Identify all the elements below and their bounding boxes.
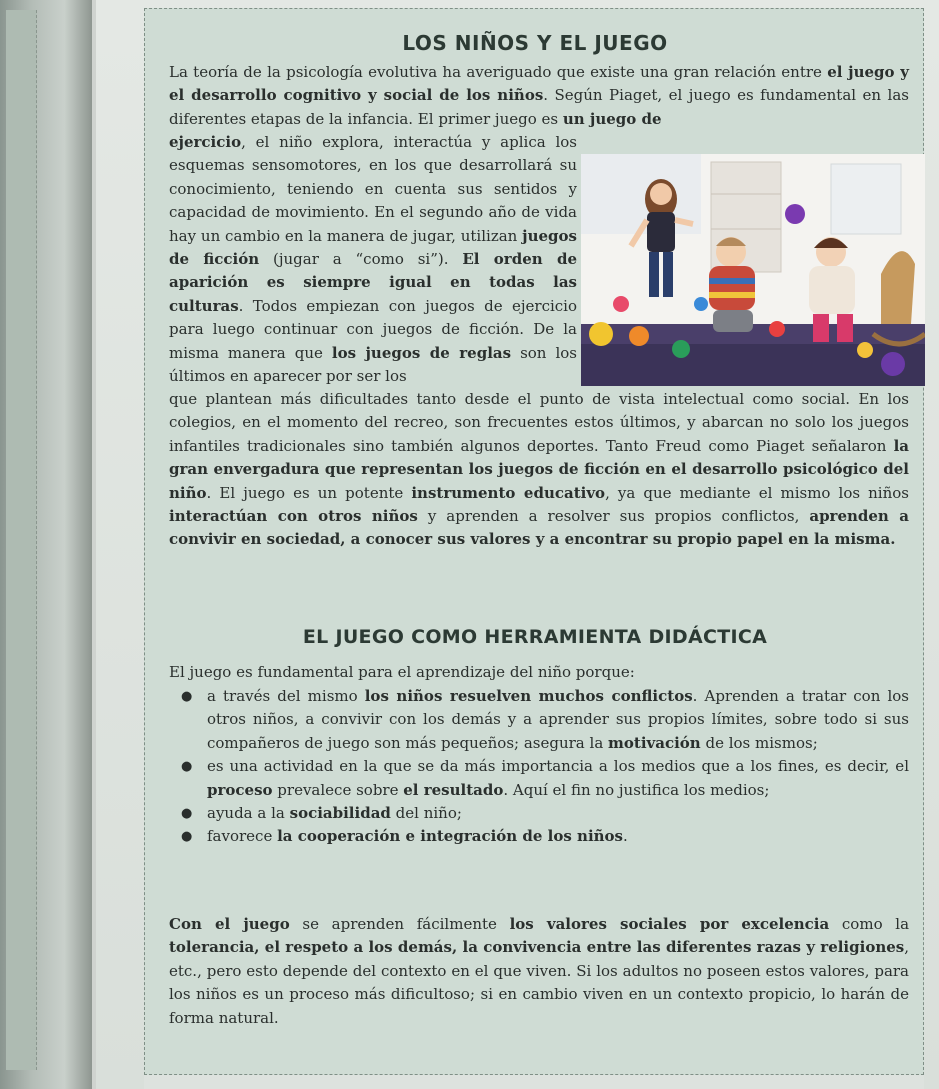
text-run: La teoría de la psicología evolutiva ha averiguado que existe una gran relación entre [169,63,828,81]
bold-run: juegos de ficción [169,226,577,269]
intro-paragraph [169,61,909,131]
page-title: LOS NIÑOS Y EL JUEGO [402,31,668,55]
bold-run: Con el juego [169,915,290,933]
text-run: son los últimos en aparecer por ser los [169,343,577,386]
text-run: prevalece sobre [272,780,404,799]
left-page-edge [0,0,92,1089]
text-run: , ya que mediante el mismo los niños [605,483,909,502]
bold-run: proceso [207,780,273,799]
bold-run: aprenden a convivir en sociedad, a conocer sus valores y a encontrar su propio papel en la misma. [169,507,909,549]
bold-run: el juego y el desarrollo cognitivo y social de los niños [169,63,909,105]
text-run: . [623,827,628,846]
text-run: . Todos empiezan con juegos de ejercicio para luego continuar con juegos de ficción. De la misma manera que [169,296,577,362]
bold-run: la gran envergadura que representan los juegos de ficción en el desarrollo psicológico del niño [169,436,909,502]
section-heading: EL JUEGO COMO HERRAMIENTA DIDÁCTICA [302,626,768,648]
text-run: se aprenden fácilmente [289,915,510,933]
text-run: como la [829,915,910,933]
bullet-item [169,755,909,802]
content-box [144,8,924,1075]
bullet-dot: ● [181,806,193,822]
text-run: del niño; [390,804,462,823]
text-run: . Según Piaget, el juego es fundamental en las diferentes etapas de la infancia. El primer juego es [169,86,909,128]
children-playing-photo [581,154,925,386]
bold-run: motivación [608,733,701,752]
bold-run: ejercicio [169,133,242,151]
bullet-dot: ● [181,689,193,704]
bold-run: la cooperación e integración de los niños [277,827,623,846]
bullet-dot: ● [181,829,193,845]
bold-run: un juego de [562,109,662,128]
text-run: ayuda a la [207,804,290,823]
bullet-dot: ● [181,759,193,775]
bullet-text [207,687,909,752]
page-bottom-margin [144,1075,924,1089]
bold-run: los valores sociales por excelencia [509,915,830,933]
book-page [96,0,939,1089]
bullet-text [207,757,909,798]
text-run: . Aquí el fin no justifica los medios; [503,780,770,799]
column-paragraph [169,131,577,388]
bullet-item [169,825,909,848]
bullet-list [169,685,909,849]
bold-run: los niños resuelven muchos conflictos [364,687,693,705]
bold-run: sociabilidad [289,804,391,823]
bullet-item [169,685,909,755]
text-run: es una actividad en la que se da más importancia a los medios que a los fines, es decir, el [207,757,909,776]
bold-run: El orden de aparición es siempre igual en todas las culturas [169,250,577,315]
main-paragraph [169,388,909,552]
closing-paragraph [169,913,909,1030]
text-run: (jugar a “como si”). [259,250,463,269]
left-page-strip [6,10,37,1070]
text-run: , el niño explora, interactúa y aplica los esquemas sensomotores, en los que desarrollará su conocimiento, teniendo en cuenta sus sentidos y capacidad de movimiento. En el segundo año de vida hay un cambio en la manera de jugar, utilizan [169,133,577,245]
text-run: favorece [207,827,278,846]
text-run: . Aprenden a tratar con los otros niños, a convivir con los demás y a aprender sus propios límites, sobre todo si sus compañeros de juego son más pequeños; asegura la [207,687,909,752]
bullet-text [207,827,628,845]
text-run: de los mismos; [700,733,818,752]
text-run: . El juego es un potente [206,483,412,502]
lead-sentence: El juego es fundamental para el aprendizaje del niño porque: [169,663,635,681]
bold-run: interactúan con otros niños [169,507,418,526]
text-run: a través del mismo [207,687,365,705]
bold-run: instrumento educativo [411,483,606,502]
text-run: , etc., pero esto depende del contexto en el que viven. Si los adultos no poseen estos valores, para los niños es un proceso más dificultoso; si en cambio viven en un contexto propicio, lo harán de forma natural. [169,938,909,1027]
bullet-text [207,804,462,822]
text-run: que plantean más dificultades tanto desde el punto de vista intelectual como social. En los colegios, en el momento del recreo, son frecuentes estos últimos, y abarcan no solo los juegos infantiles tradicionales sino también algunos deportes. Tanto Freud como Piaget señalaron [169,390,909,455]
text-run: y aprenden a resolver sus propios conflictos, [417,507,810,526]
bold-run: los juegos de reglas [331,343,512,362]
bold-run: tolerancia, el respeto a los demás, la convivencia entre las diferentes razas y religiones [169,938,905,957]
bold-run: el resultado [403,780,504,799]
bullet-item [169,802,909,825]
